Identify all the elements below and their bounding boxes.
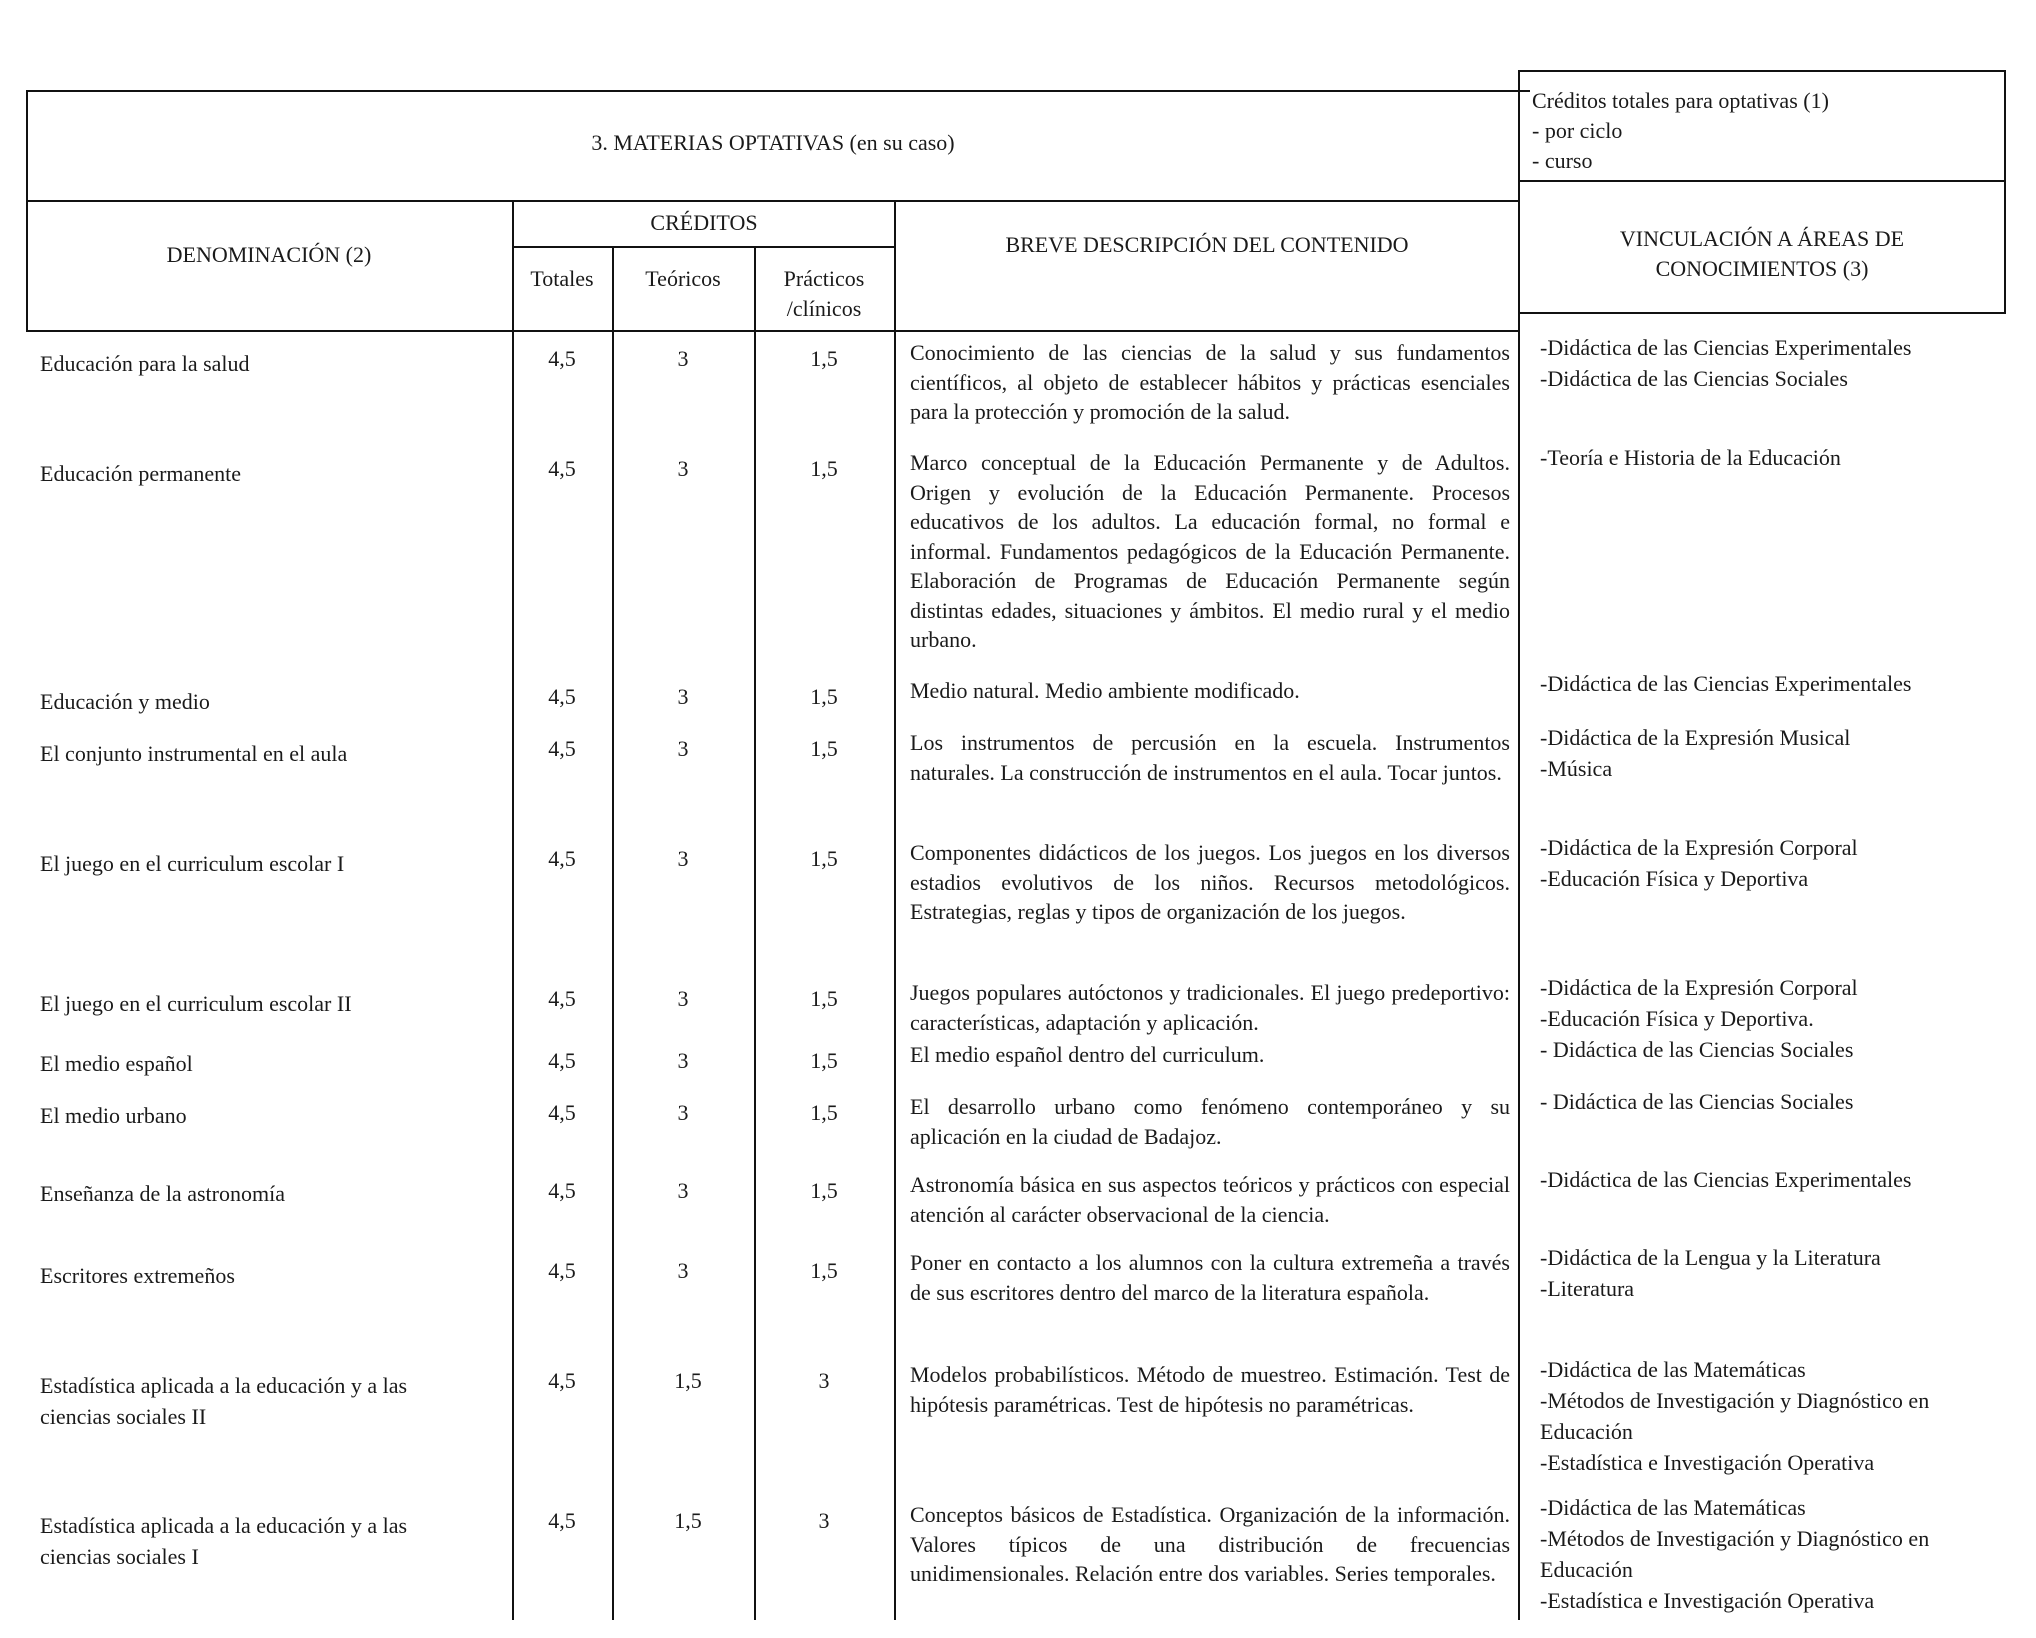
table-cell-totales: 4,5 <box>548 1508 576 1533</box>
table-cell-practicos: 1,5 <box>810 1100 838 1125</box>
table-left-border <box>26 90 28 332</box>
table-cell-totales: 4,5 <box>548 1048 576 1073</box>
table-cell-practicos: 1,5 <box>810 346 838 371</box>
table-cell-areas: -Didáctica de las Ciencias Experimentales -Didáctica de las Ciencias Sociales <box>1540 335 1912 391</box>
table-cell-description: Marco conceptual de la Educación Permanente y de Adultos. Origen y evolución de la Educación Permanente. Procesos educativos de los adultos. La educación formal, no formal e informal. Fundamentos pedagógicos de la Educación Permanente. Elaboración de Programas de Educación Permanente según distintas edades, situaciones y ámbitos. El medio rural y el medio urbano. <box>910 450 1510 652</box>
table-cell-totales: 4,5 <box>548 1368 576 1393</box>
table-cell-description: Componentes didácticos de los juegos. Los juegos en los diversos estadios evolutivos de los niños. Recursos metodológicos. Estrategias, reglas y tipos de organización de los juegos. <box>910 840 1510 924</box>
table-cell-totales: 4,5 <box>548 1100 576 1125</box>
table-cell-teoricos: 1,5 <box>674 1368 702 1393</box>
table-cell-areas: -Didáctica de las Ciencias Experimentales <box>1540 671 1912 696</box>
table-cell-teoricos: 3 <box>677 986 689 1011</box>
section-title: 3. MATERIAS OPTATIVAS (en su caso) <box>591 130 955 155</box>
table-row-name: Estadística aplicada a la educación y a las ciencias sociales II <box>40 1373 408 1429</box>
table-row-name: El juego en el curriculum escolar II <box>40 991 352 1016</box>
credits-note-line-1: Créditos totales para optativas (1) <box>1532 88 1829 113</box>
section-title-bottom-border <box>26 200 1520 202</box>
table-cell-teoricos: 3 <box>677 346 689 371</box>
table-cell-description: Astronomía básica en sus aspectos teóricos y prácticos con especial atención al carácter observacional de la ciencia. <box>910 1172 1510 1227</box>
col-header-practicos-line-2: /clínicos <box>786 296 862 321</box>
table-cell-areas: - Didáctica de las Ciencias Sociales <box>1540 1089 1854 1114</box>
table-cell-practicos: 1,5 <box>810 846 838 871</box>
table-cell-areas: -Didáctica de las Ciencias Experimentales <box>1540 1167 1912 1192</box>
table-cell-description: El desarrollo urbano como fenómeno contemporáneo y su aplicación en la ciudad de Badajoz. <box>910 1094 1510 1149</box>
table-cell-totales: 4,5 <box>548 736 576 761</box>
col-header-denominacion: DENOMINACIÓN (2) <box>166 242 372 267</box>
col-header-vinculacion-line-2: CONOCIMIENTOS (3) <box>1655 256 1869 281</box>
table-row-name: Estadística aplicada a la educación y a las ciencias sociales I <box>40 1513 408 1569</box>
table-row-name: Educación y medio <box>40 689 210 714</box>
table-cell-teoricos: 3 <box>677 1258 689 1283</box>
table-cell-description: Medio natural. Medio ambiente modificado. <box>910 678 1300 703</box>
table-cell-areas: -Didáctica de la Expresión Corporal -Educación Física y Deportiva <box>1540 835 1858 891</box>
table-cell-description: Poner en contacto a los alumnos con la cultura extremeña a través de sus escritores dentro del marco de la literatura española. <box>910 1250 1510 1305</box>
table-cell-practicos: 3 <box>818 1508 830 1533</box>
table-cell-areas: -Didáctica de la Expresión Musical -Música <box>1540 725 1851 781</box>
creditos-header-divider <box>512 246 896 248</box>
table-row-name: El juego en el curriculum escolar I <box>40 851 345 876</box>
table-cell-description: Conocimiento de las ciencias de la salud y sus fundamentos científicos, al objeto de establecer hábitos y prácticas esenciales para la protección y promoción de la salud. <box>910 340 1510 424</box>
col-header-creditos: CRÉDITOS <box>650 210 758 235</box>
col-header-vinculacion-line-1: VINCULACIÓN A ÁREAS DE <box>1619 226 1905 251</box>
table-cell-teoricos: 3 <box>677 736 689 761</box>
table-row-name: Enseñanza de la astronomía <box>40 1181 285 1206</box>
table-cell-teoricos: 3 <box>677 1100 689 1125</box>
credits-box-bottom-border <box>1518 180 2006 182</box>
table-cell-teoricos: 3 <box>677 684 689 709</box>
col-divider-denominacion <box>512 200 514 1620</box>
table-cell-teoricos: 1,5 <box>674 1508 702 1533</box>
table-cell-areas: -Teoría e Historia de la Educación <box>1540 445 1841 470</box>
table-right-border <box>2004 70 2006 314</box>
col-header-practicos-line-1: Prácticos <box>783 266 865 291</box>
table-row-name: Educación permanente <box>40 461 241 486</box>
table-cell-practicos: 1,5 <box>810 684 838 709</box>
table-cell-practicos: 1,5 <box>810 456 838 481</box>
table-cell-totales: 4,5 <box>548 1258 576 1283</box>
table-cell-teoricos: 3 <box>677 456 689 481</box>
col-header-teoricos: Teóricos <box>645 266 721 291</box>
table-row-name: Educación para la salud <box>40 351 250 376</box>
table-row-name: Escritores extremeños <box>40 1263 235 1288</box>
table-cell-areas: -Didáctica de las Matemáticas -Métodos de Investigación y Diagnóstico en Educación -Estadística e Investigación Operativa <box>1540 1495 1930 1613</box>
table-cell-teoricos: 3 <box>677 1178 689 1203</box>
table-cell-areas: -Didáctica de la Expresión Corporal -Educación Física y Deportiva. <box>1540 975 1858 1031</box>
table-cell-description: El medio español dentro del curriculum. <box>910 1042 1265 1067</box>
table-cell-practicos: 1,5 <box>810 736 838 761</box>
table-cell-teoricos: 3 <box>677 1048 689 1073</box>
col-divider-totales <box>612 246 614 1620</box>
table-cell-description: Conceptos básicos de Estadística. Organización de la información. Valores típicos de una distribución de frecuencias unidimensionales. Relación entre dos variables. Series temporales. <box>910 1502 1510 1586</box>
col-divider-practicos <box>894 200 896 1620</box>
table-row-name: El conjunto instrumental en el aula <box>40 741 348 766</box>
table-cell-teoricos: 3 <box>677 846 689 871</box>
table-cell-practicos: 3 <box>818 1368 830 1393</box>
table-row-name: El medio español <box>40 1051 193 1076</box>
table-cell-description: Juegos populares autóctonos y tradicionales. El juego predeportivo: características, adaptación y aplicación. <box>910 980 1510 1035</box>
table-cell-practicos: 1,5 <box>810 1048 838 1073</box>
table-cell-description: Modelos probabilísticos. Método de muestreo. Estimación. Test de hipótesis paramétricas. Test de hipótesis no paramétricas. <box>910 1362 1510 1417</box>
table-cell-description: Los instrumentos de percusión en la escuela. Instrumentos naturales. La construcción de instrumentos en el aula. Tocar juntos. <box>910 730 1510 785</box>
table-cell-practicos: 1,5 <box>810 1178 838 1203</box>
table-cell-areas: -Didáctica de las Matemáticas -Métodos de Investigación y Diagnóstico en Educación -Estadística e Investigación Operativa <box>1540 1357 1930 1475</box>
table-cell-totales: 4,5 <box>548 986 576 1011</box>
table-row-name: El medio urbano <box>40 1103 187 1128</box>
col-header-descripcion: BREVE DESCRIPCIÓN DEL CONTENIDO <box>1005 232 1409 257</box>
table-cell-totales: 4,5 <box>548 1178 576 1203</box>
table-cell-practicos: 1,5 <box>810 1258 838 1283</box>
table-cell-totales: 4,5 <box>548 456 576 481</box>
credits-box-divider <box>1518 70 1520 1620</box>
table-cell-totales: 4,5 <box>548 684 576 709</box>
table-top-border <box>26 90 1530 92</box>
table-cell-totales: 4,5 <box>548 346 576 371</box>
table-cell-areas: -Didáctica de la Lengua y la Literatura -Literatura <box>1540 1245 1881 1301</box>
col-divider-teoricos <box>754 246 756 1620</box>
header-bottom-border <box>26 330 1520 332</box>
credits-note-line-3: - curso <box>1532 148 1593 173</box>
vinculacion-header-bottom-border <box>1518 312 2006 314</box>
col-header-totales: Totales <box>530 266 594 291</box>
credits-box-top-border <box>1518 70 2006 72</box>
table-cell-practicos: 1,5 <box>810 986 838 1011</box>
table-cell-totales: 4,5 <box>548 846 576 871</box>
table-cell-areas: - Didáctica de las Ciencias Sociales <box>1540 1037 1854 1062</box>
credits-note-line-2: - por ciclo <box>1532 118 1623 143</box>
